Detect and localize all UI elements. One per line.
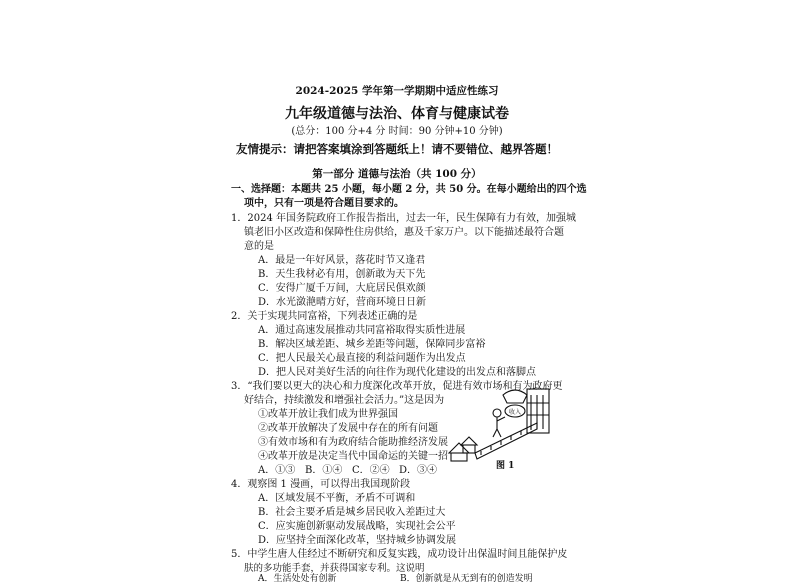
ingot (503, 390, 527, 403)
exam-title: 九年级道德与法治、体育与健康试卷 (285, 106, 509, 122)
question-3-statement-2: ②改革开放解决了发展中存在的所有问题 (258, 423, 438, 434)
cartoon-illustration (445, 383, 557, 463)
question-2-option-a: A．通过高速发展推动共同富裕取得实质性进展 (258, 325, 466, 336)
question-3-stem: 3．“我们要以更大的决心和力度深化改革开放，促进有效市场和有为政府更 (231, 381, 563, 392)
question-2-option-c: C．把人民最关心最直接的利益问题作为出发点 (258, 353, 466, 364)
question-5-option-b: B．创新就是从无到有的创造发明 (400, 574, 533, 584)
question-3-choice-d: D．③④ (399, 465, 438, 476)
question-5-stem: 肤的多功能手套，并获得国家专利。这说明 (244, 563, 425, 574)
question-4-option-d: D．应坚持全面深化改革，坚持城乡协调发展 (258, 535, 457, 546)
part1-title: 第一部分 道德与法治（共 100 分） (312, 168, 482, 180)
question-4-option-c: C．应实施创新驱动发展战略，实现社会公平 (258, 521, 456, 532)
question-2-stem: 2．关于实现共同富裕，下列表述正确的是 (231, 311, 418, 322)
ramp (475, 423, 537, 459)
question-2-option-d: D．把人民对美好生活的向往作为现代化建设的出发点和落脚点 (258, 367, 537, 378)
question-5-option-a: A．生活处处有创新 (258, 574, 337, 584)
question-3-statement-3: ③有效市场和有为政府结合能助推经济发展 (258, 437, 448, 448)
term-title: 2024-2025 学年第一学期期中适应性练习 (295, 85, 499, 97)
question-4-option-b: B．社会主要矛盾是城乡居民收入差距过大 (258, 507, 446, 518)
section-instructions: 一、选择题：本题共 25 小题，每小题 2 分，共 50 分。在每小题给出的四个选 (231, 184, 587, 195)
question-3-choice-a: A．①③ (258, 465, 296, 476)
question-3-statement-4: ④改革开放是决定当代中国命运的关键一招 (258, 451, 448, 462)
question-1-option-d: D．水光潋滟晴方好，营商环境日日新 (258, 297, 427, 308)
question-3-stem: 好结合，持续激发和增强社会活力。”这是因为 (244, 395, 445, 406)
question-1-option-a: A．最是一年好风景，落花时节又逢君 (258, 255, 426, 266)
question-1-option-b: B．天生我材必有用，创新敢为天下先 (258, 269, 426, 280)
question-1-stem: 1．2024 年国务院政府工作报告指出，过去一年，民生保障有力有效，加强城 (231, 213, 576, 224)
question-4-option-a: A．区域发展不平衡，矛盾不可调和 (258, 493, 416, 504)
question-3-choice-b: B．①④ (305, 465, 343, 476)
sign-text: 收入 (509, 409, 522, 416)
friendly-tip: 友情提示：请把答案填涂到答题纸上！请不要错位、越界答题！ (236, 142, 558, 156)
question-5-stem: 5．中学生唐人佳经过不断研究和反复实践，成功设计出保温时间且能保护皮 (231, 549, 568, 560)
figure-label: 图 1 (496, 461, 515, 471)
question-3-statement-1: ①改革开放让我们成为世界强国 (258, 409, 398, 420)
question-1-stem: 镇老旧小区改造和保障性住房供给，惠及千家万户。以下能描述最符合题 (244, 227, 564, 238)
score-time-info: (总分：100 分+4 分 时间：90 分钟+10 分钟) (291, 126, 503, 137)
question-3-choice-c: C．②④ (352, 465, 390, 476)
section-instructions: 项中，只有一项是符合题目要求的。 (244, 198, 404, 209)
person (493, 409, 501, 417)
question-1-stem: 意的是 (244, 241, 274, 252)
question-1-option-c: C．安得广厦千万间，大庇居民俱欢颜 (258, 283, 426, 294)
question-2-option-b: B．解决区域差距、城乡差距等问题，保障同步富裕 (258, 339, 486, 350)
question-4-stem: 4．观察图 1 漫画，可以得出我国现阶段 (231, 479, 411, 490)
